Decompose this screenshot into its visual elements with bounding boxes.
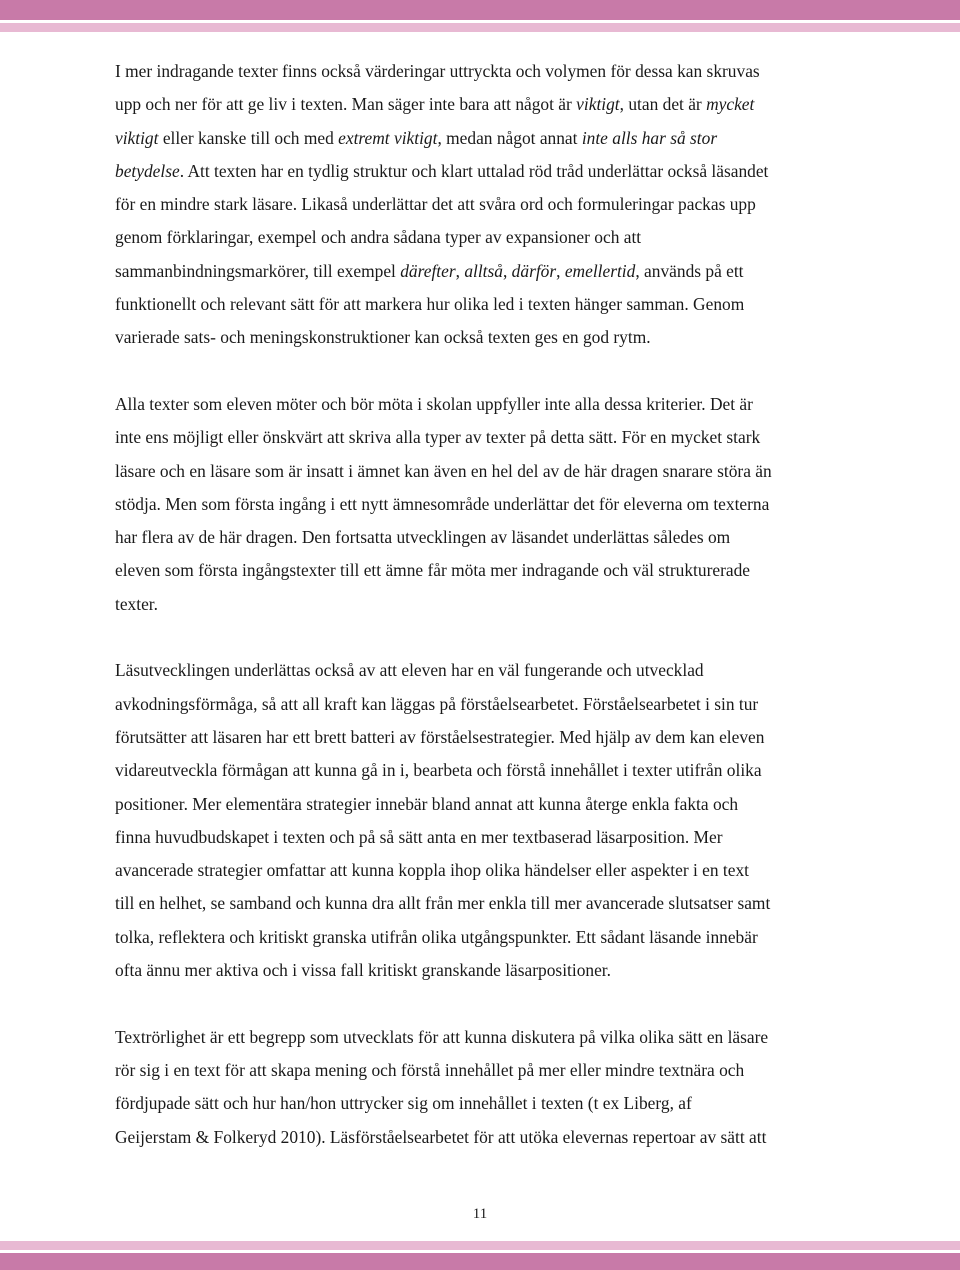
text-run: funktionellt och relevant sätt för att markera hur olika led i texten hänger samman. Genom [115,294,745,315]
text-run: texter. [115,593,158,614]
text-run: ofta ännu mer aktiva och i vissa fall kritiskt granskande läsarpositioner. [115,960,611,981]
header-band-light [0,23,960,32]
text-line [115,455,850,488]
text-run: finna huvudbudskapet i texten och på så sätt anta en mer textbaserad läsarposition. Mer [115,826,723,847]
header-band-dark [0,0,960,20]
text-run: sammanbindningsmarkörer, till exempel [115,260,401,281]
document-body [115,55,850,1187]
text-line [115,887,850,920]
text-run: , utan det är [619,94,707,115]
text-run: avkodningsförmåga, så att all kraft kan läggas på förståelsearbetet. Förståelsearbetet i sin tur [115,693,759,714]
text-run: , medan något annat [437,127,582,148]
text-line [115,854,850,887]
text-line [115,155,850,188]
text-line [115,954,850,987]
text-line [115,1121,850,1154]
text-line [115,122,850,155]
text-run: upp och ner för att ge liv i texten. Man säger inte bara att något är [115,94,577,115]
text-run: fördjupade sätt och hur han/hon uttrycker sig om innehållet i texten (t ex Liberg, af [115,1093,692,1114]
text-line [115,488,850,521]
italic-text: viktigt [576,94,620,115]
text-line [115,754,850,787]
italic-text: mycket [706,94,755,115]
italic-text: alltså [464,260,503,281]
text-line [115,255,850,288]
text-line [115,588,850,621]
text-run: varierade sats- och meningskonstruktioner kan också texten ges en god rytm. [115,327,651,348]
text-line [115,288,850,321]
paragraph [115,388,850,621]
text-line [115,1087,850,1120]
text-line [115,221,850,254]
text-run: Geijerstam & Folkeryd 2010). Läsförståelsearbetet för att utöka elevernas repertoar av sätt att [115,1126,767,1147]
text-run: avancerade strategier omfattar att kunna koppla ihop olika händelser eller aspekter i en text [115,860,750,881]
page-number: 11 [472,1206,488,1222]
paragraph [115,55,850,355]
text-run: för en mindre stark läsare. Likaså underlättar det att svåra ord och formuleringar packas upp [115,194,756,215]
text-line [115,521,850,554]
text-run: I mer indragande texter finns också värderingar uttryckta och volymen för dessa kan skruvas [115,61,760,81]
text-run: , [455,260,465,281]
footer-band-light [0,1241,960,1250]
text-run: Alla texter som eleven möter och bör möta i skolan uppfyller inte alla dessa kriterier. Det är [115,393,753,414]
text-run: har flera av de här dragen. Den fortsatta utvecklingen av läsandet underlättas således om [115,527,731,548]
text-run: eleven som första ingångstexter till ett ämne får möta mer indragande och väl strukturerade [115,560,751,581]
text-run: Läsutvecklingen underlättas också av att eleven har en väl fungerande och utvecklad [115,660,704,681]
text-line [115,821,850,854]
text-line [115,321,850,354]
paragraph [115,1021,850,1154]
text-run: positioner. Mer elementära strategier innebär bland annat att kunna återge enkla fakta och [115,793,739,814]
text-run: inte ens möjligt eller önskvärt att skriva alla typer av texter på detta sätt. För en mycket stark [115,427,761,448]
italic-text: därför [511,260,557,281]
text-run: . Att texten har en tydlig struktur och klart uttalad röd tråd underlättar också läsandet [179,160,769,181]
text-run: , [556,260,565,281]
italic-text: betydelse [115,160,180,181]
text-run: läsare och en läsare som är insatt i ämnet kan även en hel del av de här dragen snarare störa än [115,460,772,481]
text-run: eller kanske till och med [158,127,339,148]
text-line [115,688,850,721]
text-line [115,921,850,954]
text-run: vidareutveckla förmågan att kunna gå in i, bearbeta och förstå innehållet i texter utifrån olika [115,760,762,781]
text-line [115,421,850,454]
text-line [115,554,850,587]
text-run: förutsätter att läsaren har ett brett batteri av förståelsestrategier. Med hjälp av dem kan eleven [115,726,765,747]
text-run: , används på ett [635,260,744,281]
text-run: Textrörlighet är ett begrepp som utvecklats för att kunna diskutera på vilka olika sätt en läsare [115,1026,769,1047]
text-line [115,721,850,754]
text-run: tolka, reflektera och kritiskt granska utifrån olika utgångspunkter. Ett sådant läsande innebär [115,926,758,947]
italic-text: emellertid [564,260,636,281]
text-line [115,88,850,121]
italic-text: viktigt [115,127,159,148]
italic-text: inte alls har så stor [581,127,718,148]
text-run: stödja. Men som första ingång i ett nytt ämnesområde underlättar det för eleverna om texterna [115,493,770,514]
text-line [115,55,850,88]
paragraph [115,654,850,987]
text-run: till en helhet, se samband och kunna dra allt från mer enkla till mer avancerade slutsatser samt [115,893,771,914]
text-run: genom förklaringar, exempel och andra sådana typer av expansioner och att [115,227,642,248]
text-run: , [502,260,512,281]
text-line [115,188,850,221]
text-run: rör sig i en text för att skapa mening och förstå innehållet på mer eller mindre textnära och [115,1059,745,1080]
text-line [115,1021,850,1054]
italic-text: extremt viktigt [338,127,438,148]
text-line [115,388,850,421]
text-line [115,654,850,687]
footer-band-dark [0,1253,960,1270]
italic-text: därefter [400,260,456,281]
text-line [115,788,850,821]
text-line [115,1054,850,1087]
